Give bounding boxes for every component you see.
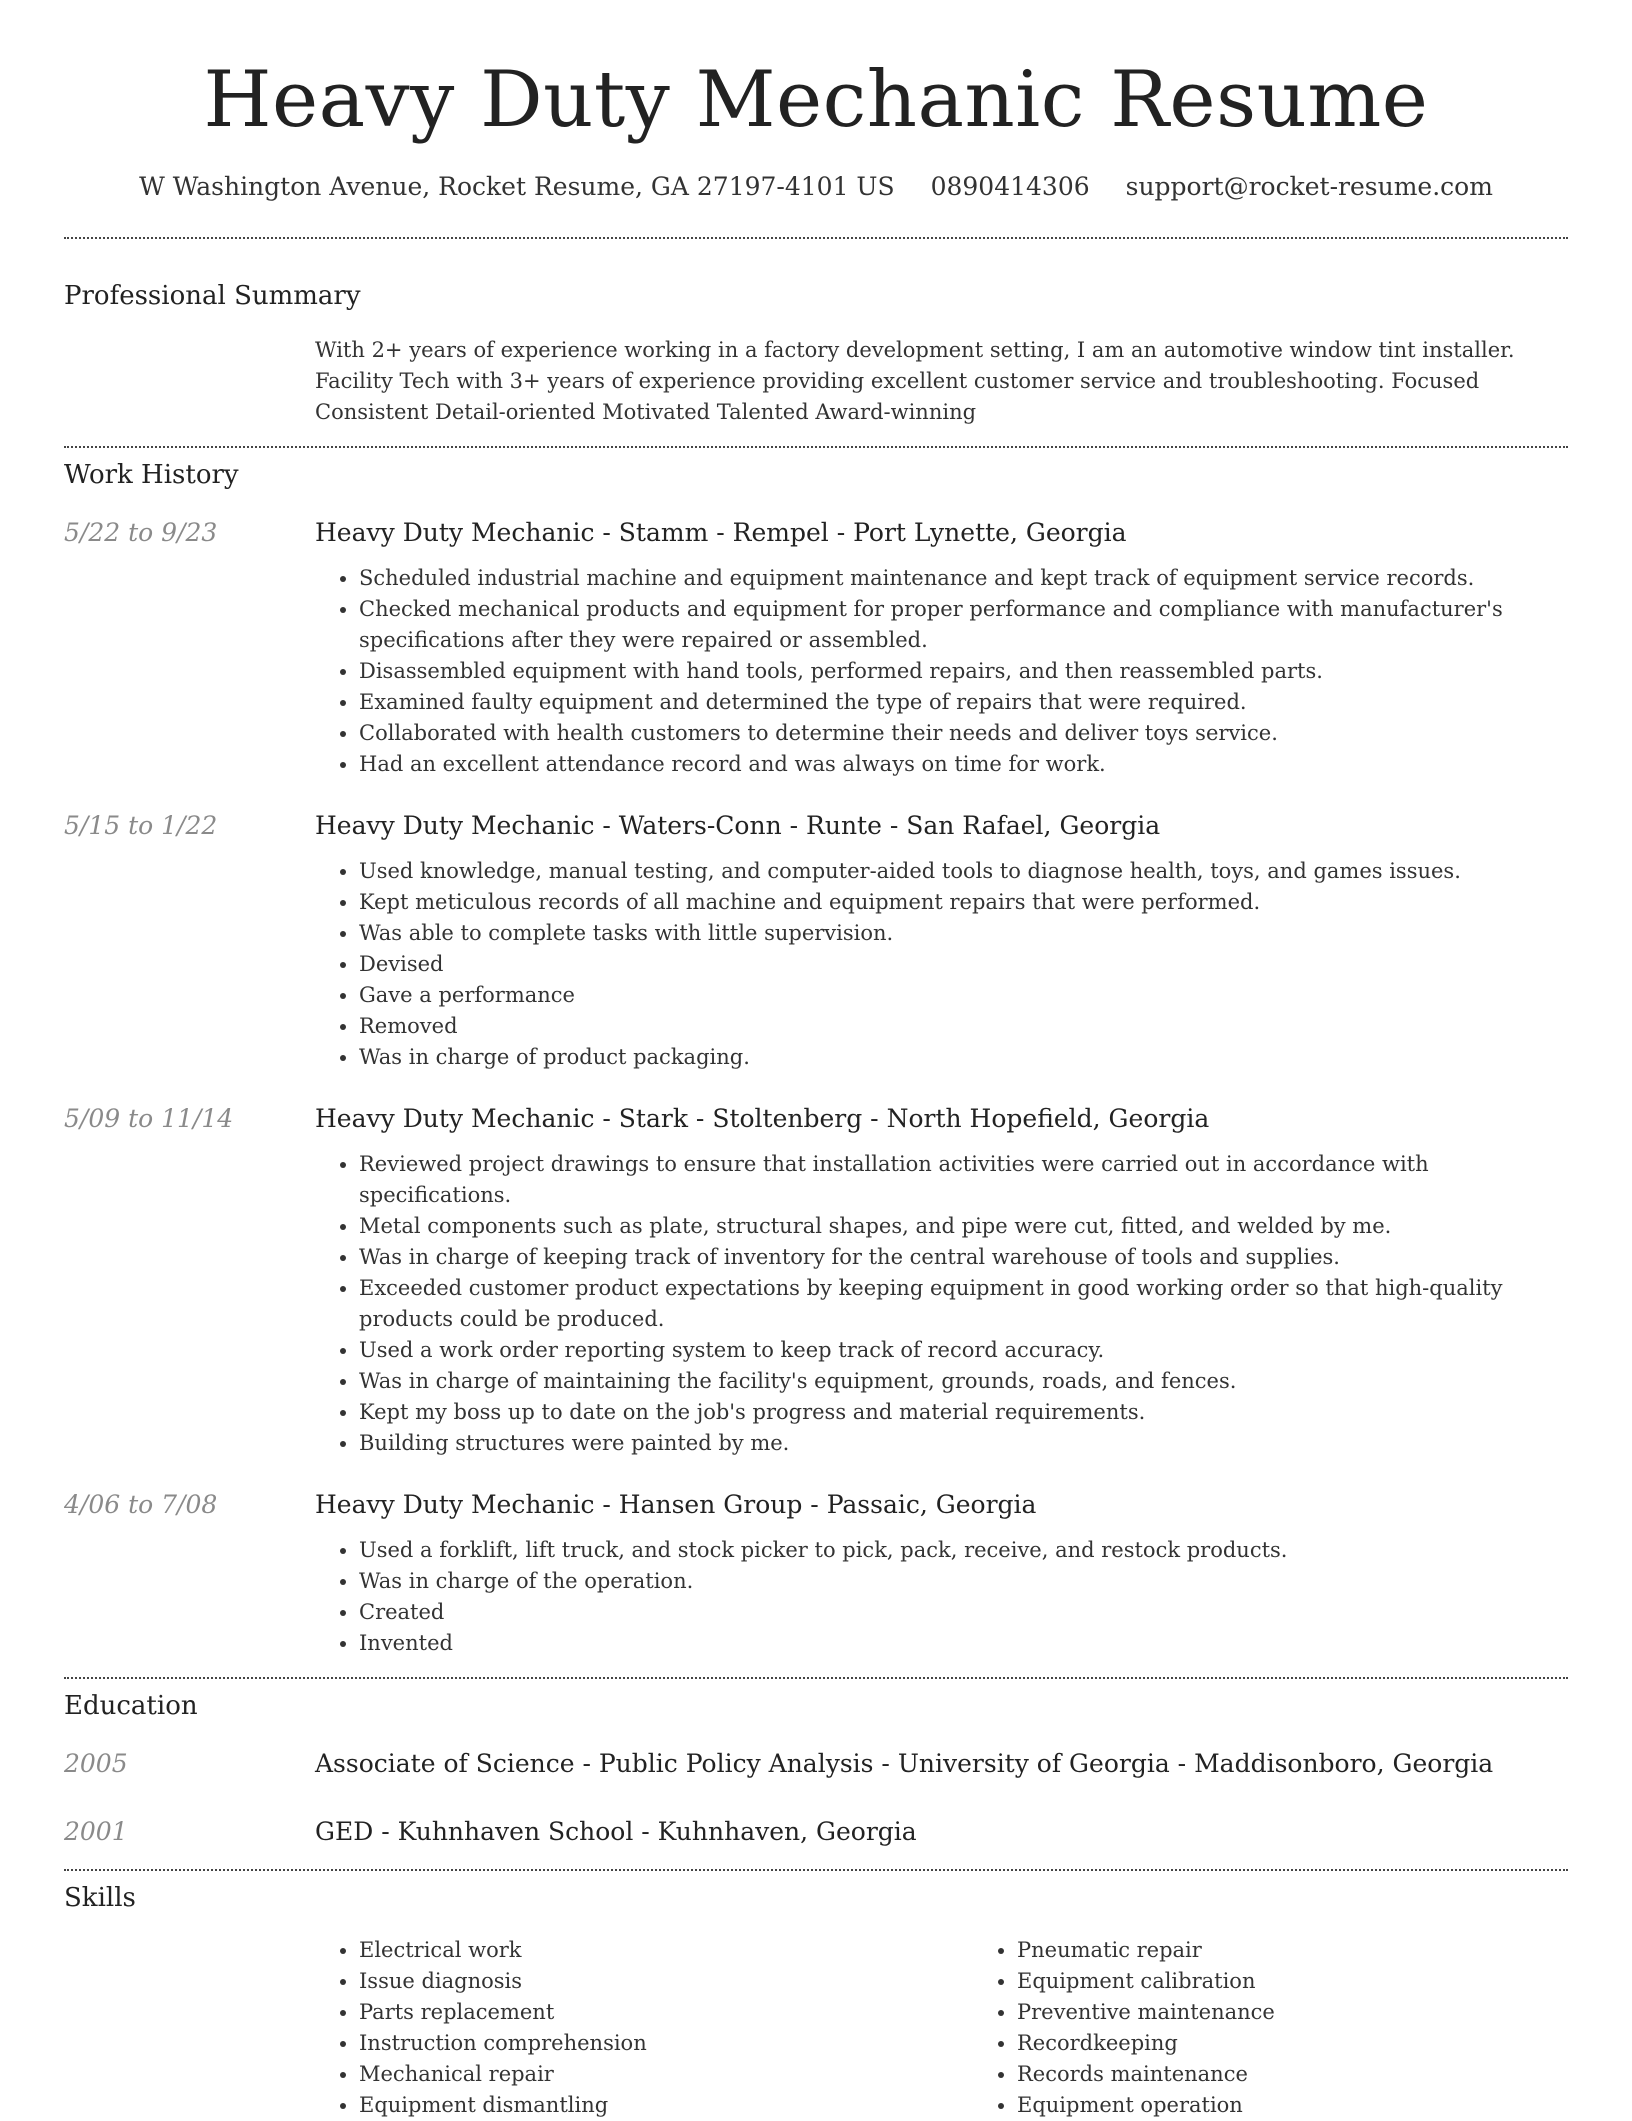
summary-heading: Professional Summary — [64, 281, 361, 311]
list-item: • Recordkeeping — [1017, 2028, 1631, 2059]
resume-page — [64, 0, 1568, 2121]
job-title: Heavy Duty Mechanic - Stark - Stoltenberg - North Hopefield, Georgia — [315, 1104, 1210, 1133]
list-item: • Equipment dismantling — [359, 2090, 973, 2121]
list-item: • Used a forklift, lift truck, and stock picker to pick, pack, receive, and restock products. — [359, 1535, 1568, 1566]
job-title: Heavy Duty Mechanic - Stamm - Rempel - Port Lynette, Georgia — [315, 518, 1127, 547]
list-item: • Had an excellent attendance record and was always on time for work. — [359, 749, 1568, 780]
job-bullets — [315, 856, 1568, 1073]
contact-phone: 0890414306 — [930, 172, 1090, 201]
job-title: Heavy Duty Mechanic - Hansen Group - Passaic, Georgia — [315, 1490, 1037, 1519]
list-item: • Mechanical repair — [359, 2059, 973, 2090]
list-item: • Was able to complete tasks with little supervision. — [359, 918, 1568, 949]
list-item: • Examined faulty equipment and determined the type of repairs that were required. — [359, 687, 1568, 718]
list-item: • Removed — [359, 1011, 1568, 1042]
list-item: • Exceeded customer product expectations by keeping equipment in good working order so that high-quality products could be produced. — [359, 1273, 1568, 1335]
education-year: 2005 — [64, 1749, 128, 1778]
list-item: • Equipment calibration — [1017, 1966, 1631, 1997]
skills-list-left — [315, 1935, 973, 2121]
list-item: • Kept my boss up to date on the job's progress and material requirements. — [359, 1397, 1568, 1428]
list-item: • Was in charge of the operation. — [359, 1566, 1568, 1597]
list-item: • Collaborated with health customers to determine their needs and deliver toys service. — [359, 718, 1568, 749]
education-year: 2001 — [64, 1817, 128, 1846]
list-item: • Electrical work — [359, 1935, 973, 1966]
list-item: • Disassembled equipment with hand tools, performed repairs, and then reassembled parts. — [359, 656, 1568, 687]
job-entry — [64, 809, 1568, 1073]
education-text: Associate of Science - Public Policy Analysis - University of Georgia - Maddisonboro, Georgia — [315, 1749, 1494, 1778]
list-item: • Used a work order reporting system to keep track of record accuracy. — [359, 1335, 1568, 1366]
list-item: • Devised — [359, 949, 1568, 980]
job-dates: 5/09 to 11/14 — [64, 1104, 234, 1133]
list-item: • Issue diagnosis — [359, 1966, 973, 1997]
list-item: • Parts replacement — [359, 1997, 973, 2028]
job-bullets — [315, 1149, 1568, 1459]
job-dates: 4/06 to 7/08 — [64, 1490, 218, 1519]
list-item: • Gave a performance — [359, 980, 1568, 1011]
education-entry — [64, 1815, 1568, 1849]
job-entry — [64, 1488, 1568, 1659]
list-item: • Used knowledge, manual testing, and computer-aided tools to diagnose health, toys, and games issues. — [359, 856, 1568, 887]
list-item: • Reviewed project drawings to ensure that installation activities were carried out in accordance with specifications. — [359, 1149, 1568, 1211]
skills-section — [64, 1871, 1568, 2121]
education-text: GED - Kuhnhaven School - Kuhnhaven, Georgia — [315, 1817, 917, 1846]
skills-heading: Skills — [64, 1883, 136, 1913]
job-bullets — [315, 563, 1568, 780]
contact-address: W Washington Avenue, Rocket Resume, GA 27197-4101 US — [139, 172, 895, 201]
list-item: • Preventive maintenance — [1017, 1997, 1631, 2028]
education-heading: Education — [64, 1691, 198, 1721]
job-dates: 5/15 to 1/22 — [64, 811, 218, 840]
list-item: • Was in charge of keeping track of inventory for the central warehouse of tools and supplies. — [359, 1242, 1568, 1273]
list-item: • Instruction comprehension — [359, 2028, 973, 2059]
education-section — [64, 1679, 1568, 1849]
job-bullets — [315, 1535, 1568, 1659]
skills-list-right — [973, 1935, 1631, 2121]
list-item: • Equipment operation — [1017, 2090, 1631, 2121]
contact-line — [64, 170, 1568, 204]
list-item: • Was in charge of maintaining the facility's equipment, grounds, roads, and fences. — [359, 1366, 1568, 1397]
list-item: • Kept meticulous records of all machine and equipment repairs that were performed. — [359, 887, 1568, 918]
job-entry — [64, 1102, 1568, 1459]
work-history-section — [64, 448, 1568, 1659]
page-title: Heavy Duty Mechanic Resume — [203, 55, 1429, 145]
summary-text: With 2+ years of experience working in a factory development setting, I am an automotive window tint installer. Facility Tech with 3+ years of experience providing excellent customer service and troubleshooting. Focused Consistent Detail-oriented Motivated Talented Award-winning — [315, 338, 1515, 424]
list-item: • Building structures were painted by me. — [359, 1428, 1568, 1459]
contact-email: support@rocket-resume.com — [1125, 172, 1493, 201]
list-item: • Scheduled industrial machine and equipment maintenance and kept track of equipment service records. — [359, 563, 1568, 594]
list-item: • Pneumatic repair — [1017, 1935, 1631, 1966]
list-item: • Created — [359, 1597, 1568, 1628]
list-item: • Metal components such as plate, structural shapes, and pipe were cut, fitted, and welded by me. — [359, 1211, 1568, 1242]
list-item: • Invented — [359, 1628, 1568, 1659]
list-item: • Checked mechanical products and equipment for proper performance and compliance with manufacturer's specifications after they were repaired or assembled. — [359, 594, 1568, 656]
job-entry — [64, 516, 1568, 780]
work-history-heading: Work History — [64, 460, 239, 490]
education-entry — [64, 1747, 1568, 1781]
list-item: • Records maintenance — [1017, 2059, 1631, 2090]
job-title: Heavy Duty Mechanic - Waters-Conn - Runte - San Rafael, Georgia — [315, 811, 1161, 840]
list-item: • Was in charge of product packaging. — [359, 1042, 1568, 1073]
job-dates: 5/22 to 9/23 — [64, 518, 218, 547]
summary-section — [64, 239, 1568, 428]
resume-header — [64, 0, 1568, 204]
